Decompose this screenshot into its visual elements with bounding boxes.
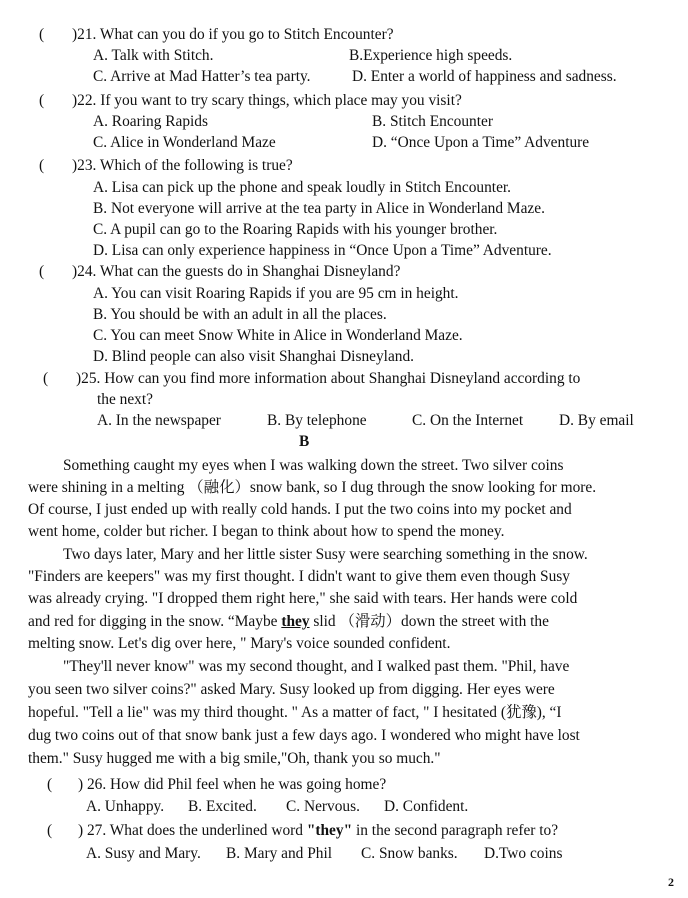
question-21-option-d: D. Enter a world of happiness and sadness. bbox=[352, 68, 617, 85]
answer-paren-25: ( bbox=[43, 370, 49, 387]
question-21-option-b: B.Experience high speeds. bbox=[349, 47, 513, 64]
passage-p1-line-3: Of course, I just ended up with really cold hands. I put the two coins into my pocket and bbox=[28, 501, 572, 518]
question-22-option-a: A. Roaring Rapids bbox=[93, 113, 208, 130]
passage-p3-line-4: dug two coins out of that snow bank just a few days ago. I wondered who might have lost bbox=[28, 727, 580, 744]
passage-p3-line-3: hopeful. "Tell a lie" was my third thought. " As a matter of fact, " I hesitated (犹豫), “I bbox=[28, 704, 562, 721]
question-23-option-c: C. A pupil can go to the Roaring Rapids with his younger brother. bbox=[93, 221, 498, 238]
question-25-option-a: A. In the newspaper bbox=[97, 412, 221, 429]
question-27-option-d: D.Two coins bbox=[484, 845, 563, 862]
question-24-option-d: D. Blind people can also visit Shanghai Disneyland. bbox=[93, 348, 415, 365]
page-number: 2 bbox=[668, 875, 674, 889]
question-26-option-c: C. Nervous. bbox=[286, 798, 360, 815]
answer-paren-22: ( bbox=[39, 92, 45, 109]
passage-p1-line-4: went home, colder but richer. I began to think about how to spend the money. bbox=[28, 523, 505, 540]
question-22-option-b: B. Stitch Encounter bbox=[372, 113, 493, 130]
question-24-option-c: C. You can meet Snow White in Alice in Wonderland Maze. bbox=[93, 327, 463, 344]
passage-p2-line-4 bbox=[28, 612, 549, 632]
question-21-option-a: A. Talk with Stitch. bbox=[93, 47, 214, 64]
question-25-stem-continued: the next? bbox=[97, 391, 153, 408]
answer-paren-21: ( bbox=[39, 26, 45, 43]
question-25-option-b: B. By telephone bbox=[267, 412, 367, 429]
passage-p1-line-2: were shining in a melting （融化）snow bank, so I dug through the snow looking for more. bbox=[28, 479, 597, 496]
answer-paren-26: ( bbox=[47, 776, 53, 793]
question-27-stem bbox=[78, 821, 558, 841]
passage-p2-line-2: "Finders are keepers" was my first thought. I didn't want to give them even though Susy bbox=[28, 568, 570, 585]
question-23-option-a: A. Lisa can pick up the phone and speak loudly in Stitch Encounter. bbox=[93, 179, 512, 196]
question-23-option-b: B. Not everyone will arrive at the tea party in Alice in Wonderland Maze. bbox=[93, 200, 545, 217]
question-27-option-c: C. Snow banks. bbox=[361, 845, 458, 862]
passage-p2-line-3: was already crying. "I dropped them right here," she said with tears. Her hands were cold bbox=[28, 590, 578, 607]
question-26-stem: ) 26. How did Phil feel when he was going home? bbox=[78, 776, 387, 793]
question-21-option-c: C. Arrive at Mad Hatter’s tea party. bbox=[93, 68, 311, 85]
question-25-option-d: D. By email bbox=[559, 412, 634, 429]
question-27-option-a: A. Susy and Mary. bbox=[86, 845, 201, 862]
question-27-stem-before: ) 27. What does the underlined word bbox=[78, 822, 307, 839]
question-23-option-d: D. Lisa can only experience happiness in “Once Upon a Time” Adventure. bbox=[93, 242, 552, 259]
question-27-stem-after: in the second paragraph refer to? bbox=[352, 822, 559, 839]
passage-p3-line-2: you seen two silver coins?" asked Mary. Susy looked up from digging. Her eyes were bbox=[28, 681, 555, 698]
question-23-stem: )23. Which of the following is true? bbox=[72, 157, 293, 174]
passage-p2-line-4-before: and red for digging in the snow. “Maybe bbox=[28, 613, 282, 630]
passage-p3-line-1: "They'll never know" was my second thought, and I walked past them. "Phil, have bbox=[63, 658, 570, 675]
passage-p2-line-4-after: slid （滑动）down the street with the bbox=[309, 613, 549, 630]
passage-p3-line-5: them." Susy hugged me with a big smile,"Oh, thank you so much." bbox=[28, 750, 441, 767]
question-27-option-b: B. Mary and Phil bbox=[226, 845, 333, 862]
question-26-option-d: D. Confident. bbox=[384, 798, 469, 815]
question-22-option-d: D. “Once Upon a Time” Adventure bbox=[372, 134, 590, 151]
question-22-stem: )22. If you want to try scary things, which place may you visit? bbox=[72, 92, 462, 109]
question-26-option-b: B. Excited. bbox=[188, 798, 257, 815]
section-title: B bbox=[299, 433, 310, 450]
question-24-option-b: B. You should be with an adult in all the places. bbox=[93, 306, 387, 323]
question-26-option-a: A. Unhappy. bbox=[86, 798, 165, 815]
passage-p2-line-1: Two days later, Mary and her little sister Susy were searching something in the snow. bbox=[63, 546, 588, 563]
question-25-stem: )25. How can you find more information about Shanghai Disneyland according to bbox=[76, 370, 581, 387]
question-22-option-c: C. Alice in Wonderland Maze bbox=[93, 134, 276, 151]
question-24-option-a: A. You can visit Roaring Rapids if you are 95 cm in height. bbox=[93, 285, 459, 302]
passage-p1-line-1: Something caught my eyes when I was walking down the street. Two silver coins bbox=[63, 457, 564, 474]
question-27-quoted-word: "they" bbox=[306, 822, 353, 839]
underlined-word-they: they bbox=[281, 613, 310, 630]
question-25-option-c: C. On the Internet bbox=[412, 412, 524, 429]
answer-paren-27: ( bbox=[47, 822, 53, 839]
passage-p2-line-5: melting snow. Let's dig over here, " Mary's voice sounded confident. bbox=[28, 635, 451, 652]
question-24-stem: )24. What can the guests do in Shanghai Disneyland? bbox=[72, 263, 401, 280]
answer-paren-24: ( bbox=[39, 263, 45, 280]
question-21-stem: )21. What can you do if you go to Stitch Encounter? bbox=[72, 26, 394, 43]
answer-paren-23: ( bbox=[39, 157, 45, 174]
